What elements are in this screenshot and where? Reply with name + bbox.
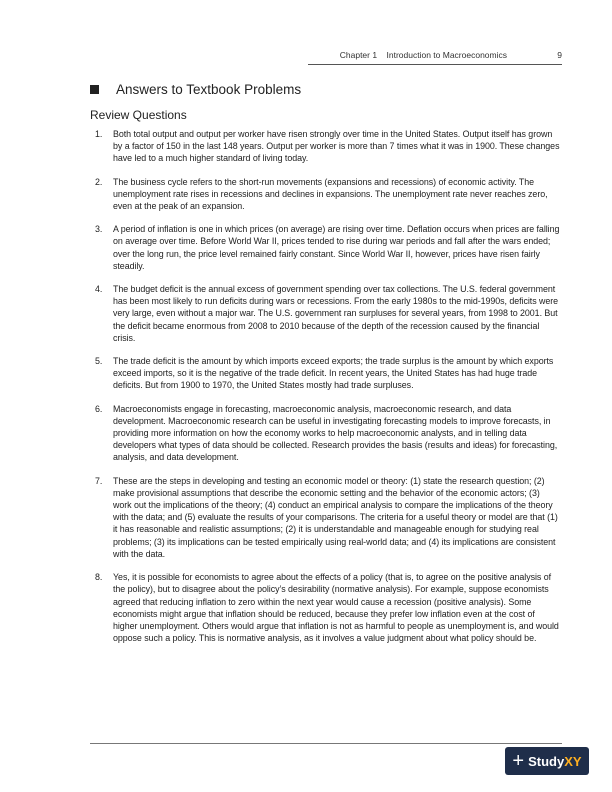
answer-text: The business cycle refers to the short-run movements (expansions and recessions) of economic activity. The unemployment rate rises in recessions and declines in expansions. The unemployment rate never reaches zero, even at the peak of an expansion. [113, 176, 548, 212]
answer-number: 8. [95, 572, 103, 583]
answer-item [90, 571, 560, 644]
section-title-text: Answers to Textbook Problems [116, 82, 302, 97]
answer-number: 4. [95, 284, 103, 295]
answer-text: Yes, it is possible for economists to agree about the effects of a policy (that is, to agree on the positive analysis of the policy), but to disagree about the policy’s desirability (normative analysis). For example, suppose economists agreed that reducing inflation to zero within the next year would cause a recession (positive analysis). Some economists might argue that inflation should be reduced, because they prefer low inflation even at the cost of higher unemployment. Others would argue that inflation is not as harmful to people as unemployment is, and would oppose such a policy. This is normative analysis, as it involves a value judgment about what policy should be. [113, 572, 559, 644]
answer-number: 6. [95, 403, 103, 414]
logo-word-accent: XY [564, 753, 582, 769]
answer-text: Both total output and output per worker have risen strongly over time in the United States. Output itself has grown by a factor of 150 in the last 148 years. Output per worker is more than 7 times what it was in 1900. These changes have led to a much higher standard of living today. [113, 129, 560, 164]
answer-text: The budget deficit is the annual excess of government spending over tax collections. The U.S. federal government has been most likely to run deficits during wars or recessions. From the early 1980s to the mid-1990s, deficits were very large, even without a major war. The U.S. government ran surpluses for several years, from 1998 to 2001. But the deficit became enormous from 2008 to 2010 because of the depth of the recession caused by the financial crisis. [113, 284, 559, 343]
answer-item [90, 128, 560, 165]
answer-item [90, 283, 560, 344]
answer-text: The trade deficit is the amount by which imports exceed exports; the trade surplus is the amount by which exports exceed imports, so it is the negative of the trade deficit. In recent years, the United States has had huge trade deficits. But from 1900 to 1970, the United States mostly had trade surpluses. [113, 356, 554, 391]
page-header [0, 50, 612, 64]
answer-number: 5. [95, 356, 103, 367]
header-rule [308, 64, 562, 65]
answer-item [90, 403, 560, 464]
square-bullet-icon [90, 85, 99, 94]
answer-item [90, 223, 560, 272]
answer-item [90, 355, 560, 392]
footer-rule [90, 743, 562, 744]
answer-item [90, 176, 560, 213]
studyxy-logo[interactable] [505, 747, 589, 775]
page-number: 9 [557, 50, 562, 60]
logo-word-main: Study [528, 753, 565, 769]
answer-text: Macroeconomists engage in forecasting, macroeconomic analysis, macroeconomic research, and data development. Macroeconomic research can be useful in investigating forecasting models to improve forecasts, in providing more information on how the economy works to help macroeconomic analysts, and in telling data developers what types of data should be collected. Research provides the basis (results and ideas) for forecasting, analysis, and data development. [113, 403, 558, 463]
plus-icon: + [512, 750, 525, 772]
answer-item [90, 475, 560, 560]
answer-text: These are the steps in developing and testing an economic model or theory: (1) state the research question; (2) make provisional assumptions that describe the economic setting and the behavior of the economic actors; (3) work out the implications of the theory; (4) conduct an empirical analysis to compare the implications of the theory with the data; and (5) evaluate the results of your comparisons. The criteria for a useful theory or model are that (1) it has reasonable and realistic assumptions; (2) it is understandable and manageable enough for studying real problems; (3) its implications can be tested empirically using real-world data; and (4) its implications are consistent with the data. [113, 475, 558, 559]
answer-number: 1. [95, 129, 103, 139]
answer-number: 7. [95, 475, 103, 486]
answers-list [90, 128, 560, 655]
answer-text: A period of inflation is one in which prices (on average) are rising over time. Deflation occurs when prices are falling on average over time. Before World War II, prices tended to rise during war periods and fall after the wars ended; over the long run, the price level remained fairly constant. Since World War II, however, prices have risen fairly steadily. [113, 224, 560, 271]
answer-number: 3. [95, 224, 103, 235]
section-title [90, 82, 301, 97]
subsection-title: Review Questions [90, 108, 187, 122]
answer-number: 2. [95, 176, 103, 187]
chapter-title: Chapter 1 Introduction to Macroeconomics [339, 50, 507, 60]
